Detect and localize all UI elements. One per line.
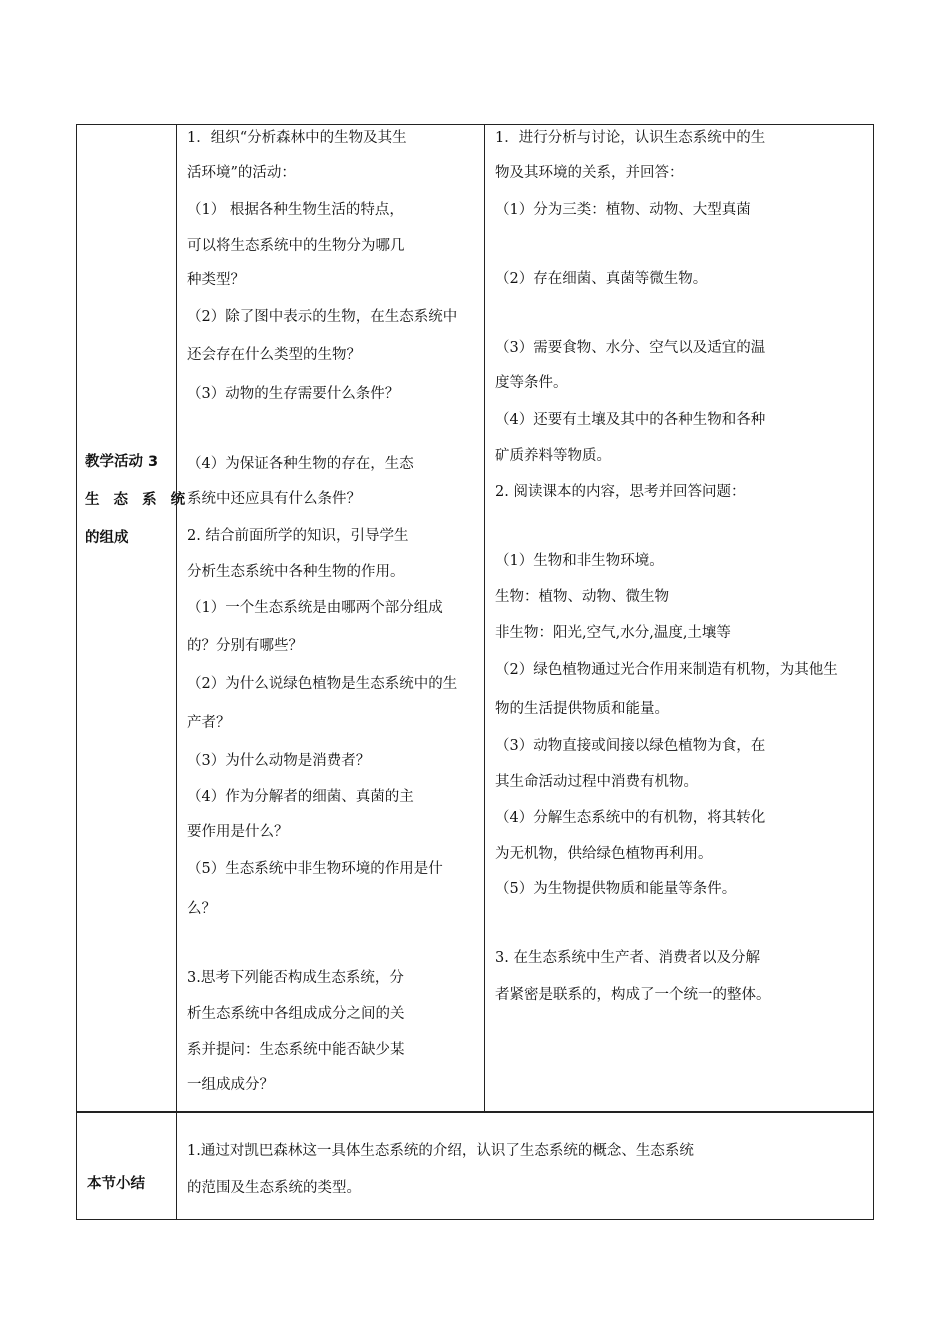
student-line: 物及其环境的关系，并回答： [495, 165, 684, 181]
activity-label-line: 生 态 系 统 [85, 492, 190, 508]
teacher-line: 系统中还应具有什么条件？ [187, 491, 361, 507]
teacher-line: 的？分别有哪些？ [187, 638, 303, 654]
teacher-line: 1．组织“分析森林中的生物及其生 [187, 130, 407, 146]
teacher-line: （4）作为分解者的细菌、真菌的主 [187, 789, 414, 805]
teacher-line: 3.思考下列能否构成生态系统，分 [187, 970, 404, 986]
teacher-line: （1） 根据各种生物生活的特点， [187, 202, 404, 218]
student-line: 其生命活动过程中消费有机物。 [495, 774, 698, 790]
row-divider [76, 1111, 874, 1113]
teacher-line: 活环境”的活动： [187, 165, 296, 181]
student-line: （2）存在细菌、真菌等微生物。 [495, 271, 708, 287]
student-line: （3）需要食物、水分、空气以及适宜的温 [495, 340, 766, 356]
student-line: （5）为生物提供物质和能量等条件。 [495, 881, 737, 897]
student-line: （1）生物和非生物环境。 [495, 553, 664, 569]
teacher-line: （2）除了图中表示的生物，在生态系统中 [187, 309, 458, 325]
student-line: 3. 在生态系统中生产者、消费者以及分解 [495, 950, 760, 966]
teacher-line: （3）为什么动物是消费者？ [187, 753, 371, 769]
student-line: 2. 阅读课本的内容，思考并回答问题： [495, 484, 746, 500]
teacher-line: （2）为什么说绿色植物是生态系统中的生 [187, 676, 458, 692]
teacher-line: 一组成成分？ [187, 1077, 274, 1093]
teacher-line: 产者？ [187, 715, 231, 731]
teacher-line: 可以将生态系统中的生物分为哪几 [187, 238, 405, 254]
student-line: （1）分为三类：植物、动物、大型真菌 [495, 202, 751, 218]
student-line: 生物：植物、动物、微生物 [495, 589, 669, 605]
student-line: 物的生活提供物质和能量。 [495, 701, 669, 717]
teacher-line: 种类型？ [187, 272, 245, 288]
student-line: （4）分解生态系统中的有机物，将其转化 [495, 810, 766, 826]
column-divider-label [176, 124, 177, 1220]
column-divider-response [484, 124, 485, 1112]
student-line: （2）绿色植物通过光合作用来制造有机物，为其他生 [495, 662, 838, 678]
student-line: 者紧密是联系的，构成了一个统一的整体。 [495, 987, 771, 1003]
student-line: 非生物：阳光,空气,水分,温度,土壤等 [495, 625, 731, 641]
student-line: （3）动物直接或间接以绿色植物为食，在 [495, 738, 766, 754]
student-line: 为无机物，供给绿色植物再利用。 [495, 846, 713, 862]
student-line: 1．进行分析与讨论，认识生态系统中的生 [495, 130, 766, 146]
teacher-line: 系并提问：生态系统中能否缺少某 [187, 1042, 405, 1058]
teacher-line: 要作用是什么？ [187, 824, 289, 840]
teacher-line: （3）动物的生存需要什么条件？ [187, 386, 400, 402]
teacher-line: 析生态系统中各组成成分之间的关 [187, 1006, 405, 1022]
summary-label: 本节小结 [87, 1176, 145, 1192]
teacher-line: （1）一个生态系统是由哪两个部分组成 [187, 600, 443, 616]
summary-line: 1.通过对凯巴森林这一具体生态系统的介绍，认识了生态系统的概念、生态系统 [187, 1143, 694, 1159]
teacher-line: 么？ [187, 901, 216, 917]
teacher-line: 还会存在什么类型的生物？ [187, 347, 361, 363]
student-line: 矿质养料等物质。 [495, 448, 611, 464]
summary-line: 的范围及生态系统的类型。 [187, 1180, 361, 1196]
teacher-line: 分析生态系统中各种生物的作用。 [187, 564, 405, 580]
teacher-line: （5）生态系统中非生物环境的作用是什 [187, 861, 443, 877]
activity-label-line: 的组成 [85, 530, 129, 546]
student-line: （4）还要有土壤及其中的各种生物和各种 [495, 412, 766, 428]
student-line: 度等条件。 [495, 375, 568, 391]
teacher-line: （4）为保证各种生物的存在，生态 [187, 456, 414, 472]
teacher-line: 2. 结合前面所学的知识，引导学生 [187, 528, 409, 544]
activity-label-line: 教学活动 3 [85, 454, 159, 470]
